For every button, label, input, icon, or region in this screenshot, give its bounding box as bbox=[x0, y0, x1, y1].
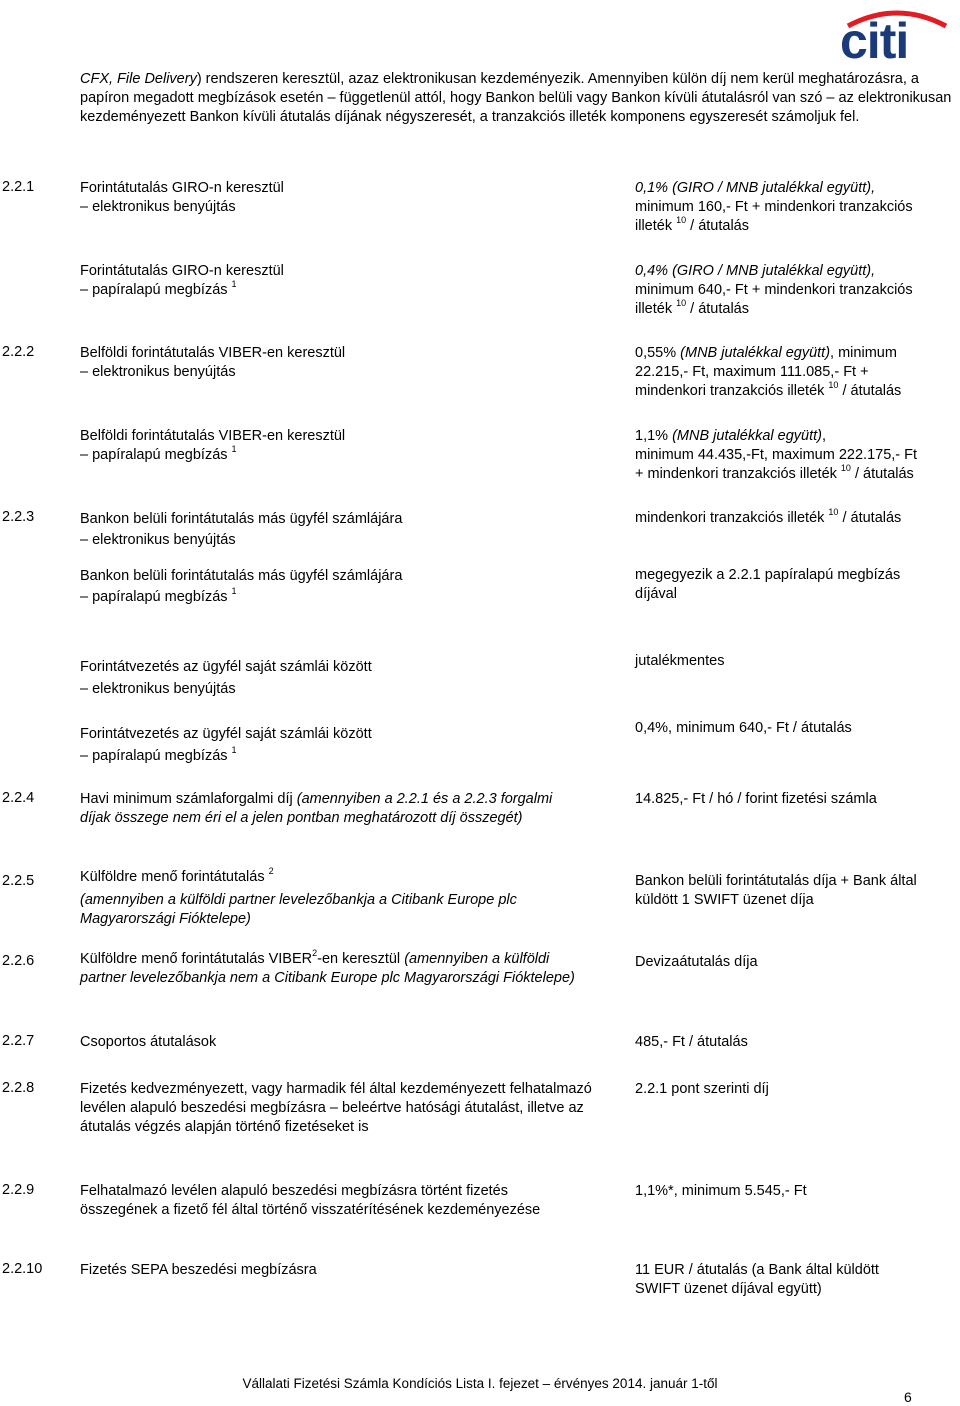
svg-text:citi: citi bbox=[840, 13, 909, 62]
section-number: 2.2.8 bbox=[2, 1080, 35, 1096]
item-label: Belföldi forintátutalás VIBER-en keresztül – elektronikus benyújtás bbox=[80, 345, 346, 380]
item-fee: 11 EUR / átutalás (a Bank által küldött SWIFT üzenet díjával együtt) bbox=[635, 1262, 879, 1297]
item-fee: 0,1% (GIRO / MNB jutalékkal együtt), minimum 160,- Ft + mindenkori tranzakciós illeték $^{10}$ / átutalás bbox=[635, 180, 913, 234]
item-label: Külföldre menő forintátutalás $^2$ (amennyiben a külföldi partner levelezőbankja a Citibank Europe plc Magyarországi Fióktelepe) bbox=[80, 866, 517, 927]
item-fee: megegyezik a 2.2.1 papíralapú megbízás díjával bbox=[635, 567, 901, 602]
page-number: 6 bbox=[904, 1389, 912, 1405]
item-label: Forintátvezetés az ügyfél saját számlái között – elektronikus benyújtás bbox=[80, 659, 372, 697]
item-fee: Bankon belüli forintátutalás díja + Bank által küldött 1 SWIFT üzenet díja bbox=[635, 873, 917, 908]
item-fee: 2.2.1 pont szerinti díj bbox=[635, 1081, 769, 1097]
item-label: Felhatalmazó levélen alapuló beszedési megbízásra történt fizetés összegének a fizető fél által történő visszatérítésének kezdeményezése bbox=[80, 1183, 541, 1218]
section-number: 2.2.9 bbox=[2, 1182, 35, 1198]
section-number: 2.2.2 bbox=[2, 344, 35, 360]
section-number: 2.2.6 bbox=[2, 953, 35, 969]
item-label: Fizetés SEPA beszedési megbízásra bbox=[80, 1262, 317, 1278]
item-label: Csoportos átutalások bbox=[80, 1034, 217, 1050]
item-label: Belföldi forintátutalás VIBER-en keresztül – papíralapú megbízás $^1$ bbox=[80, 428, 346, 463]
page-footer: Vállalati Fizetési Számla Kondíciós Lista I. fejezet – érvényes 2014. január 1-től bbox=[242, 1376, 718, 1391]
item-label: Külföldre menő forintátutalás VIBER$^2$-en keresztül (amennyiben a külföldi partner levelezőbankja nem a Citibank Europe plc Magyarországi Fióktelepe) bbox=[80, 948, 575, 986]
item-label: Havi minimum számlaforgalmi díj (amennyiben a 2.2.1 és a 2.2.3 forgalmi díjak összege nem éri el a jelen pontban meghatározott díj összegét) bbox=[80, 791, 553, 826]
item-fee: 14.825,- Ft / hó / forint fizetési számla bbox=[635, 791, 877, 807]
intro-paragraph: CFX, File Delivery) rendszeren keresztül, azaz elektronikusan kezdeményezik. Amennyiben külön díj nem kerül meghatározásra, a papíron megadott megbízások esetén – függetlenül attól, hogy Bankon belüli vagy Bankon kívüli átutalásról van szó – az elektronikusan kezdeményezett Bankon kívüli átutalás díjának négyszeresét, a tranzakciós illeték komponens egyszeresét számoljuk fel. bbox=[80, 71, 952, 125]
section-number: 2.2.4 bbox=[2, 790, 35, 806]
section-number: 2.2.1 bbox=[2, 179, 35, 195]
item-fee: 1,1% (MNB jutalékkal együtt), minimum 44.435,-Ft, maximum 222.175,- Ft + mindenkori tranzakciós illeték $^{10}$ / átutalás bbox=[635, 428, 918, 482]
item-label: Bankon belüli forintátutalás más ügyfél számlájára – elektronikus benyújtás bbox=[80, 511, 403, 548]
item-fee: 1,1%*, minimum 5.545,- Ft bbox=[635, 1183, 807, 1199]
item-fee: 0,4% (GIRO / MNB jutalékkal együtt), minimum 640,- Ft + mindenkori tranzakciós illeték $^{10}$ / átutalás bbox=[635, 263, 913, 317]
section-number: 2.2.5 bbox=[2, 873, 35, 889]
item-label: Forintátutalás GIRO-n keresztül – papíralapú megbízás $^1$ bbox=[80, 263, 284, 298]
item-fee: 0,55% (MNB jutalékkal együtt), minimum 22.215,- Ft, maximum 111.085,- Ft + mindenkori tranzakciós illeték $^{10}$ / átutalás bbox=[635, 345, 902, 399]
item-fee: 485,- Ft / átutalás bbox=[635, 1034, 748, 1050]
citi-logo bbox=[838, 6, 956, 62]
item-label: Fizetés kedvezményezett, vagy harmadik fél által kezdeményezett felhatalmazó levélen alapuló beszedési megbízásra – beleértve hatósági átutalást, illetve az átutalás végzés alapján történő fizetéseket is bbox=[80, 1081, 592, 1135]
item-fee: 0,4%, minimum 640,- Ft / átutalás bbox=[635, 720, 852, 736]
item-fee: Devizaátutalás díja bbox=[635, 954, 758, 970]
section-number: 2.2.7 bbox=[2, 1033, 35, 1049]
section-number: 2.2.3 bbox=[2, 509, 35, 525]
item-label: Bankon belüli forintátutalás más ügyfél számlájára – papíralapú megbízás $^1$ bbox=[80, 568, 403, 605]
item-label: Forintátvezetés az ügyfél saját számlái között – papíralapú megbízás $^1$ bbox=[80, 726, 372, 764]
item-label: Forintátutalás GIRO-n keresztül – elektronikus benyújtás bbox=[80, 180, 284, 215]
section-number: 2.2.10 bbox=[2, 1261, 43, 1277]
item-fee: jutalékmentes bbox=[635, 653, 725, 669]
item-fee: mindenkori tranzakciós illeték $^{10}$ / átutalás bbox=[635, 507, 902, 526]
